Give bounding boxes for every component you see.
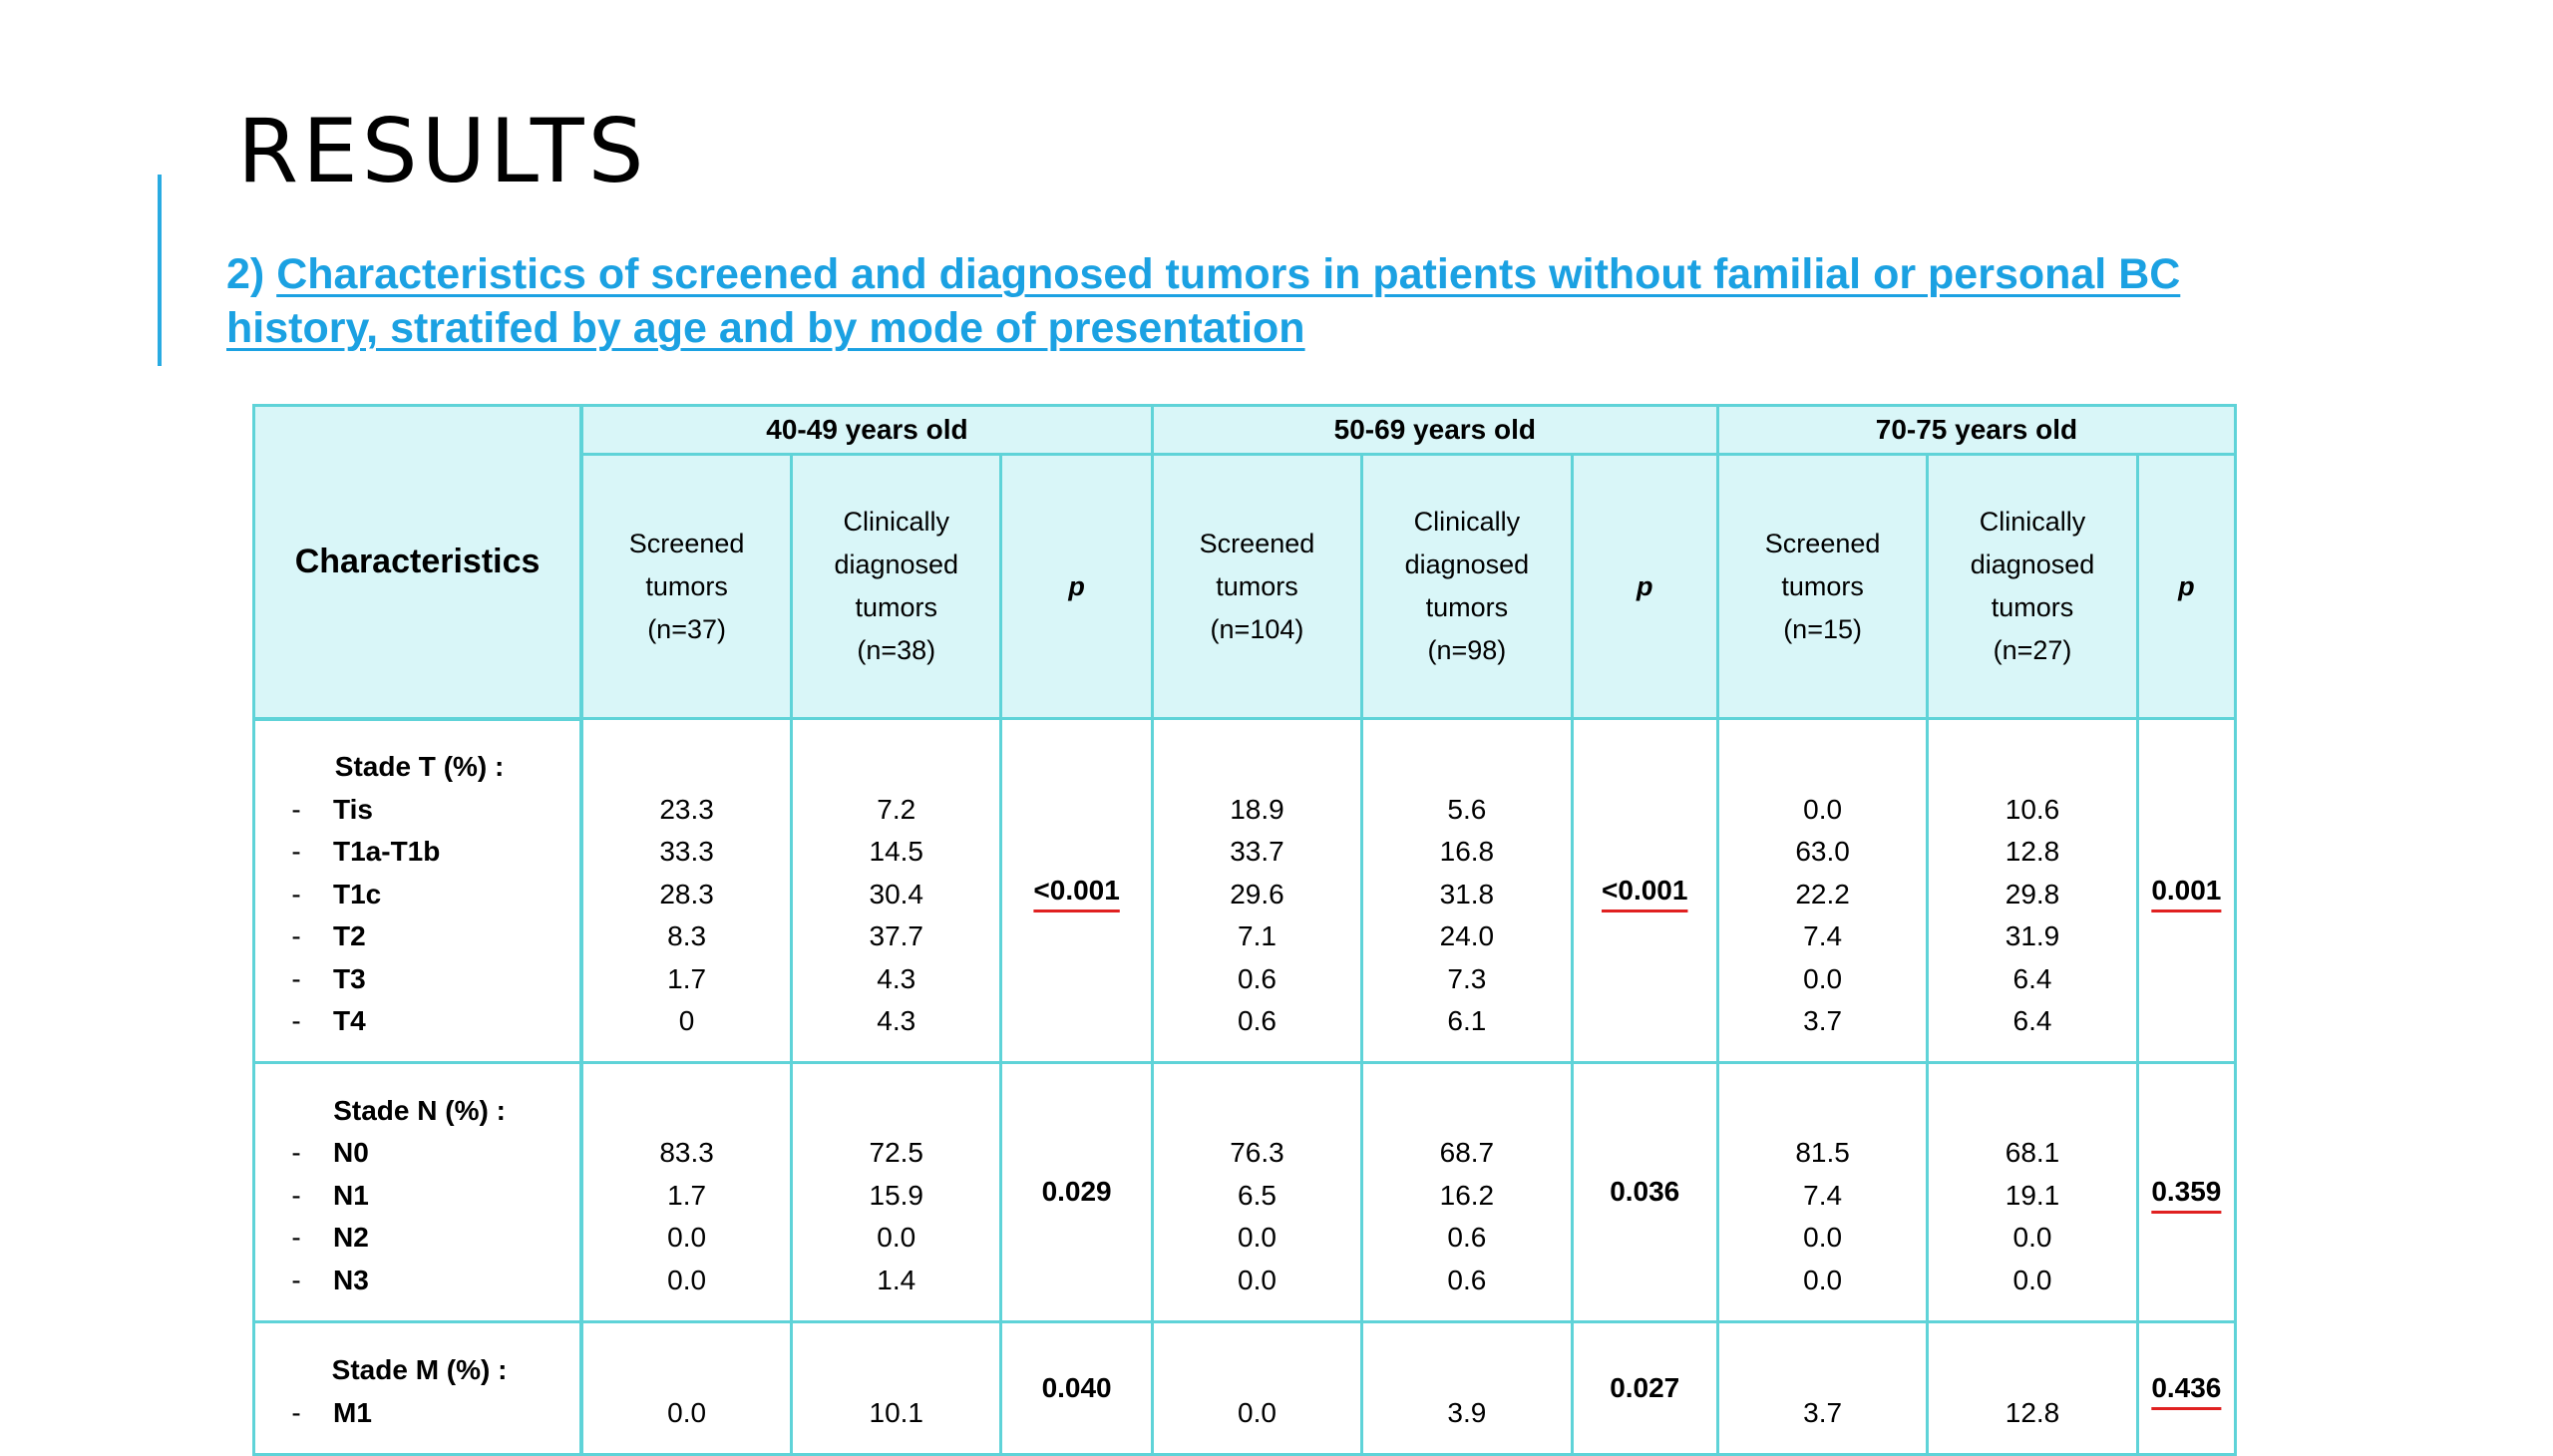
column-header	[1362, 455, 1572, 719]
column-header-line: p	[1636, 570, 1653, 601]
value: 0.0	[1803, 962, 1843, 994]
value-cell	[1152, 1062, 1361, 1321]
value: 16.2	[1439, 1179, 1495, 1211]
value: 83.3	[659, 1137, 714, 1169]
value: 0.6	[1447, 1264, 1487, 1295]
p-value: 0.040	[1041, 1371, 1112, 1403]
value: 7.1	[1238, 920, 1276, 951]
column-header-line: Screened	[1764, 528, 1881, 558]
p-value: 0.027	[1610, 1371, 1680, 1403]
subtitle-link[interactable]: Characteristics of screened and diagnosed tumors in patients without familial or personal BC history, stratifed by age and by mode of presentation	[226, 250, 2181, 352]
column-header-line: (n=37)	[647, 613, 726, 644]
p-value-cell	[1001, 1062, 1152, 1321]
characteristics-header: Characteristics	[254, 406, 582, 719]
value: 0.0	[1238, 1264, 1276, 1295]
characteristic-item	[259, 1000, 579, 1043]
value: 0.0	[2012, 1222, 2052, 1254]
value-spacer	[583, 1349, 790, 1392]
table-section-row	[254, 719, 2236, 1063]
value: 0.6	[1447, 1222, 1487, 1254]
characteristic-item	[259, 1132, 579, 1175]
characteristic-item	[259, 958, 579, 1001]
dash-bullet: -	[291, 1137, 301, 1169]
value: 1.4	[877, 1264, 916, 1295]
value-spacer	[1154, 1349, 1360, 1392]
value-spacer	[1363, 1090, 1570, 1133]
value-spacer	[1929, 1349, 2135, 1392]
p-value-cell	[1572, 719, 1717, 1063]
value-spacer	[1363, 1349, 1570, 1392]
value: 15.9	[869, 1179, 923, 1211]
value: 68.1	[2005, 1137, 2060, 1169]
column-header-line: (n=27)	[1993, 635, 2072, 665]
p-value: 0.001	[2151, 874, 2222, 906]
column-header-line: diagnosed	[1404, 549, 1530, 579]
value: 72.5	[869, 1137, 923, 1169]
value: 6.1	[1447, 1005, 1487, 1036]
characteristic-cell	[254, 719, 582, 1063]
value: 76.3	[1230, 1137, 1284, 1169]
column-header-line: tumors	[855, 592, 938, 622]
characteristic-label: T4	[333, 1005, 366, 1037]
value: 14.5	[869, 836, 923, 867]
value: 33.3	[659, 836, 714, 867]
section-heading: Stade N (%) :	[333, 1094, 506, 1126]
age-group-header: 70-75 years old	[1717, 406, 2235, 455]
column-header-line: (n=38)	[857, 635, 936, 665]
characteristic-label: N1	[333, 1179, 369, 1211]
characteristic-label: T1a-T1b	[333, 836, 441, 868]
column-header	[792, 455, 1001, 719]
value: 7.4	[1803, 920, 1843, 951]
table-section-row	[254, 1062, 2236, 1321]
column-header-line: Clinically	[1413, 507, 1521, 537]
characteristic-label: N2	[333, 1222, 369, 1254]
characteristic-item	[259, 1260, 579, 1302]
characteristic-label: N3	[333, 1264, 369, 1295]
value: 0.0	[1803, 793, 1843, 825]
p-value-cell	[1001, 1321, 1152, 1454]
column-header-line: Screened	[1199, 528, 1315, 558]
value: 1.7	[667, 962, 707, 994]
dash-bullet: -	[291, 1264, 301, 1295]
value: 7.3	[1447, 962, 1487, 994]
column-header-line: diagnosed	[834, 549, 959, 579]
value: 28.3	[659, 878, 714, 910]
value: 6.5	[1238, 1179, 1276, 1211]
table-section-row	[254, 1321, 2236, 1454]
value: 3.7	[1803, 1005, 1843, 1036]
dash-bullet: -	[291, 920, 301, 952]
value: 31.9	[2005, 920, 2060, 951]
column-header-line: tumors	[1425, 592, 1509, 622]
value-cell	[1362, 1062, 1572, 1321]
p-value-header	[1001, 455, 1152, 719]
characteristic-item	[259, 1392, 579, 1435]
value: 0.0	[1803, 1264, 1843, 1295]
value-cell	[792, 1321, 1001, 1454]
p-value-header	[2137, 455, 2235, 719]
value: 4.3	[877, 962, 916, 994]
p-value: <0.001	[1033, 874, 1120, 906]
p-value-cell	[1572, 1321, 1717, 1454]
dash-bullet: -	[291, 1005, 301, 1037]
value-cell	[792, 719, 1001, 1063]
dash-bullet: -	[291, 1222, 301, 1254]
value: 12.8	[2005, 1396, 2060, 1428]
value-spacer	[583, 746, 790, 789]
table-body	[254, 719, 2236, 1455]
value: 5.6	[1447, 793, 1487, 825]
p-value-cell	[2137, 1062, 2235, 1321]
dash-bullet: -	[291, 962, 301, 994]
value: 18.9	[1230, 793, 1284, 825]
age-group-header: 50-69 years old	[1152, 406, 1717, 455]
value-spacer	[1719, 746, 1926, 789]
value: 24.0	[1439, 920, 1495, 951]
value: 12.8	[2005, 836, 2060, 867]
slide-title: RESULTS	[237, 100, 648, 202]
value: 0.6	[1238, 962, 1276, 994]
column-header-line: diagnosed	[1970, 549, 2095, 579]
characteristic-cell	[254, 1321, 582, 1454]
column-header	[581, 455, 791, 719]
value: 8.3	[667, 920, 707, 951]
value: 10.6	[2005, 793, 2060, 825]
characteristic-label: M1	[333, 1396, 372, 1428]
p-value-header	[1572, 455, 1717, 719]
characteristic-item	[259, 874, 579, 916]
value: 68.7	[1439, 1137, 1495, 1169]
value: 10.1	[869, 1396, 923, 1428]
p-value-cell	[1001, 719, 1152, 1063]
value: 1.7	[667, 1179, 707, 1211]
value-cell	[1152, 719, 1361, 1063]
characteristic-item	[259, 1175, 579, 1218]
value: 29.8	[2005, 878, 2060, 910]
value: 81.5	[1795, 1137, 1850, 1169]
value-spacer	[793, 1090, 999, 1133]
value: 7.4	[1803, 1179, 1843, 1211]
value-cell	[581, 1062, 791, 1321]
value: 6.4	[2012, 1005, 2052, 1036]
p-value: 0.036	[1610, 1176, 1680, 1207]
column-header-line: p	[1068, 570, 1085, 601]
value-spacer	[583, 1090, 790, 1133]
value: 37.7	[869, 920, 923, 951]
characteristic-item	[259, 915, 579, 958]
value-cell	[1717, 719, 1927, 1063]
dash-bullet: -	[291, 793, 301, 825]
value: 63.0	[1795, 836, 1850, 867]
column-header-line: p	[2178, 570, 2195, 601]
column-header-line: (n=15)	[1783, 613, 1862, 644]
characteristic-label: Tis	[333, 793, 373, 825]
characteristic-label: T3	[333, 962, 366, 994]
value: 0.0	[667, 1396, 707, 1428]
characteristic-item	[259, 831, 579, 874]
column-header-line: tumors	[1781, 570, 1864, 601]
age-group-header-row	[254, 406, 2236, 455]
value-spacer	[793, 746, 999, 789]
characteristic-cell	[254, 1062, 582, 1321]
dash-bullet: -	[291, 878, 301, 910]
value-cell	[1362, 1321, 1572, 1454]
characteristic-label: N0	[333, 1137, 369, 1169]
value: 0	[678, 1005, 695, 1036]
p-value-cell	[1572, 1062, 1717, 1321]
column-header	[1152, 455, 1361, 719]
value: 16.8	[1439, 836, 1495, 867]
value: 33.7	[1230, 836, 1284, 867]
value-cell	[1717, 1321, 1927, 1454]
dash-bullet: -	[291, 836, 301, 868]
subtitle-prefix: 2)	[226, 250, 277, 298]
slide-subtitle	[226, 247, 2301, 355]
value: 30.4	[869, 878, 923, 910]
characteristic-item	[259, 789, 579, 832]
value-cell	[1717, 1062, 1927, 1321]
value: 23.3	[659, 793, 714, 825]
value: 0.0	[667, 1222, 707, 1254]
column-header-line: Clinically	[1979, 507, 2086, 537]
column-header-line: Clinically	[843, 507, 950, 537]
value: 0.0	[1803, 1222, 1843, 1254]
accent-bar	[158, 175, 162, 366]
column-header-line: tumors	[645, 570, 728, 601]
column-header-line: Screened	[628, 528, 745, 558]
value: 6.4	[2012, 962, 2052, 994]
section-heading: Stade T (%) :	[334, 751, 505, 783]
value-cell	[1152, 1321, 1361, 1454]
value: 4.3	[877, 1005, 916, 1036]
value-cell	[1362, 719, 1572, 1063]
p-value-cell	[2137, 719, 2235, 1063]
section-heading: Stade M (%) :	[331, 1354, 508, 1385]
value-spacer	[793, 1349, 999, 1392]
value: 0.0	[877, 1222, 916, 1254]
value-spacer	[1719, 1349, 1926, 1392]
value: 0.0	[667, 1264, 707, 1295]
value-cell	[1928, 719, 2137, 1063]
value: 3.9	[1447, 1396, 1487, 1428]
value-spacer	[1154, 746, 1360, 789]
value-cell	[581, 719, 791, 1063]
column-header	[1928, 455, 2137, 719]
p-value: 0.436	[2151, 1371, 2222, 1403]
p-value-cell	[2137, 1321, 2235, 1454]
value: 29.6	[1230, 878, 1284, 910]
dash-bullet: -	[291, 1396, 301, 1428]
value: 0.0	[1238, 1222, 1276, 1254]
value-spacer	[1719, 1090, 1926, 1133]
characteristic-label: T1c	[333, 878, 382, 910]
value-cell	[581, 1321, 791, 1454]
value: 0.0	[2012, 1264, 2052, 1295]
column-header-line: tumors	[1216, 570, 1298, 601]
age-group-header: 40-49 years old	[581, 406, 1152, 455]
value-spacer	[1929, 1090, 2135, 1133]
value-cell	[1928, 1321, 2137, 1454]
p-value: 0.359	[2151, 1176, 2222, 1207]
value: 0.6	[1238, 1005, 1276, 1036]
p-value: <0.001	[1602, 874, 1688, 906]
value-cell	[792, 1062, 1001, 1321]
results-table	[252, 404, 2237, 1456]
value-spacer	[1929, 746, 2135, 789]
column-header-line: (n=104)	[1210, 613, 1304, 644]
dash-bullet: -	[291, 1179, 301, 1211]
column-header-line: tumors	[1991, 592, 2074, 622]
column-header	[1717, 455, 1927, 719]
value-spacer	[1363, 746, 1570, 789]
value: 19.1	[2005, 1179, 2060, 1211]
value: 0.0	[1238, 1396, 1276, 1428]
characteristic-label: T2	[333, 920, 366, 952]
value: 31.8	[1439, 878, 1495, 910]
value-cell	[1928, 1062, 2137, 1321]
value: 3.7	[1803, 1396, 1843, 1428]
column-header-line: (n=98)	[1427, 635, 1507, 665]
value: 7.2	[877, 793, 916, 825]
characteristic-item	[259, 1217, 579, 1260]
value: 22.2	[1795, 878, 1850, 910]
value-spacer	[1154, 1090, 1360, 1133]
p-value: 0.029	[1041, 1176, 1112, 1207]
